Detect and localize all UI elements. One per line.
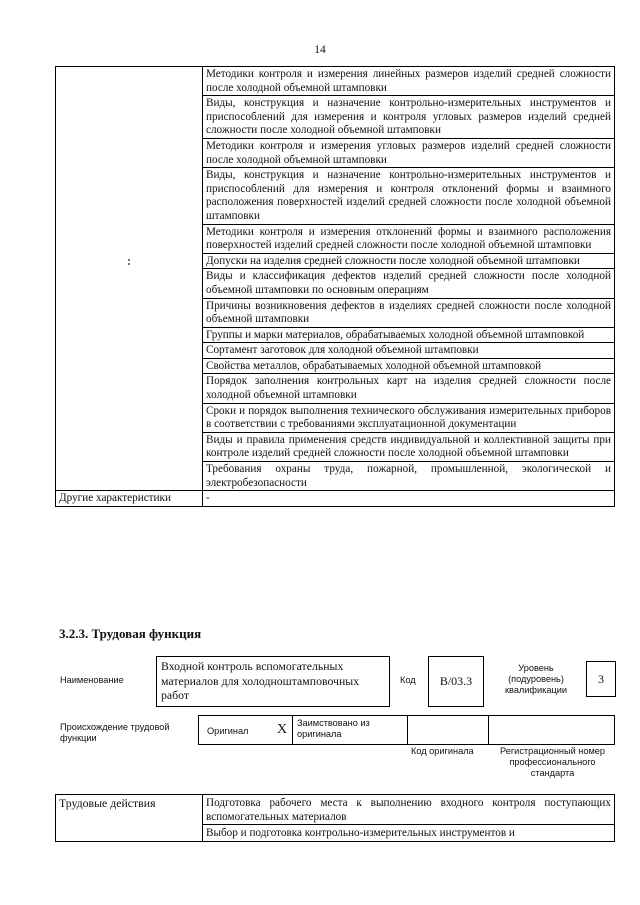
knowledge-label-cell	[56, 67, 203, 491]
name-value-box	[156, 656, 390, 707]
labor-action-row	[56, 795, 615, 825]
labor-action-item: Подготовка рабочего места к выполнению входного контроля поступающих вспомогательных материалов	[203, 795, 615, 825]
code-value-box	[428, 656, 484, 707]
other-characteristics-label: Другие характеристики	[56, 491, 203, 507]
level-label: Уровень (подуровень) квалификации	[505, 663, 567, 695]
code-label: Код	[400, 675, 416, 685]
code-original-label: Код оригинала	[411, 746, 474, 756]
knowledge-item: Требования охраны труда, пожарной, промышленной, экологической и электробезопасности	[203, 462, 615, 491]
knowledge-item: Виды, конструкция и назначение контрольно-измерительных инструментов и приспособлений для измерения и контроля угловых размеров изделий средней сложности после холодной объемной штамповки	[203, 96, 615, 139]
knowledge-item: Причины возникновения дефектов в изделиях средней сложности после холодной объемной штамповки	[203, 298, 615, 327]
other-characteristics-value: -	[203, 491, 615, 507]
scan-dot	[128, 259, 130, 261]
labor-actions-table	[55, 794, 615, 842]
origin-original-box	[198, 715, 293, 745]
original-mark: X	[277, 722, 288, 737]
borrowed-label: Заимствовано из оригинала	[297, 718, 370, 739]
knowledge-item: Виды, конструкция и назначение контрольно-измерительных инструментов и приспособлений для измерения и контроля отклонений формы и взаимного расположения поверхностей изделий средней сложности после холодной объемной штамповки	[203, 168, 615, 224]
other-characteristics-row	[56, 491, 615, 507]
origin-borrowed-box	[292, 715, 408, 745]
code-original-box	[407, 715, 489, 745]
function-code: B/03.3	[439, 674, 473, 688]
knowledge-table	[55, 66, 615, 507]
knowledge-row	[56, 67, 615, 96]
knowledge-item: Виды и правила применения средств индивидуальной и коллективной защиты при контроле изделий средней сложности после холодной объемной штамповки	[203, 432, 615, 461]
level-value-box	[586, 661, 616, 697]
scan-dot	[128, 263, 130, 265]
knowledge-item: Методики контроля и измерения угловых размеров изделий средней сложности после холодной объемной штамповки	[203, 138, 615, 167]
original-label: Оригинал	[207, 726, 249, 736]
name-label: Наименование	[60, 675, 124, 685]
knowledge-item: Виды и классификация дефектов изделий средней сложности после холодной объемной штамповки по основным операциям	[203, 269, 615, 298]
origin-label: Происхождение трудовой функции	[60, 722, 170, 743]
labor-action-item: Выбор и подготовка контрольно-измерительных инструментов и	[203, 825, 615, 842]
knowledge-item: Допуски на изделия средней сложности после холодной объемной штамповки	[203, 253, 615, 269]
qualification-level: 3	[598, 671, 604, 686]
knowledge-item: Сроки и порядок выполнения технического обслуживания измерительных приборов в соответствии с требованиями эксплуатационной документации	[203, 403, 615, 432]
section-title: 3.2.3. Трудовая функция	[59, 626, 202, 641]
reg-number-label: Регистрационный номер профессионального стандарта	[500, 746, 605, 778]
function-name: Входной контроль вспомогательных материалов для холодноштамповочных работ	[161, 659, 360, 702]
knowledge-item: Методики контроля и измерения линейных размеров изделий средней сложности после холодной объемной штамповки	[203, 67, 615, 96]
knowledge-table-body	[56, 67, 615, 507]
knowledge-item: Группы и марки материалов, обрабатываемых холодной объемной штамповкой	[203, 327, 615, 343]
labor-actions-table-body	[56, 795, 615, 842]
page-number: 14	[314, 44, 326, 56]
knowledge-item: Методики контроля и измерения отклонений формы и взаимного расположения поверхностей изделий средней сложности после холодной объемной штамповки	[203, 224, 615, 253]
knowledge-item: Сортамент заготовок для холодной объемной штамповки	[203, 343, 615, 359]
knowledge-item: Свойства металлов, обрабатываемых холодной объемной штамповкой	[203, 358, 615, 374]
labor-actions-label: Трудовые действия	[56, 795, 203, 842]
knowledge-item: Порядок заполнения контрольных карт на изделия средней сложности после холодной объемной штамповки	[203, 374, 615, 403]
reg-number-box	[488, 715, 615, 745]
